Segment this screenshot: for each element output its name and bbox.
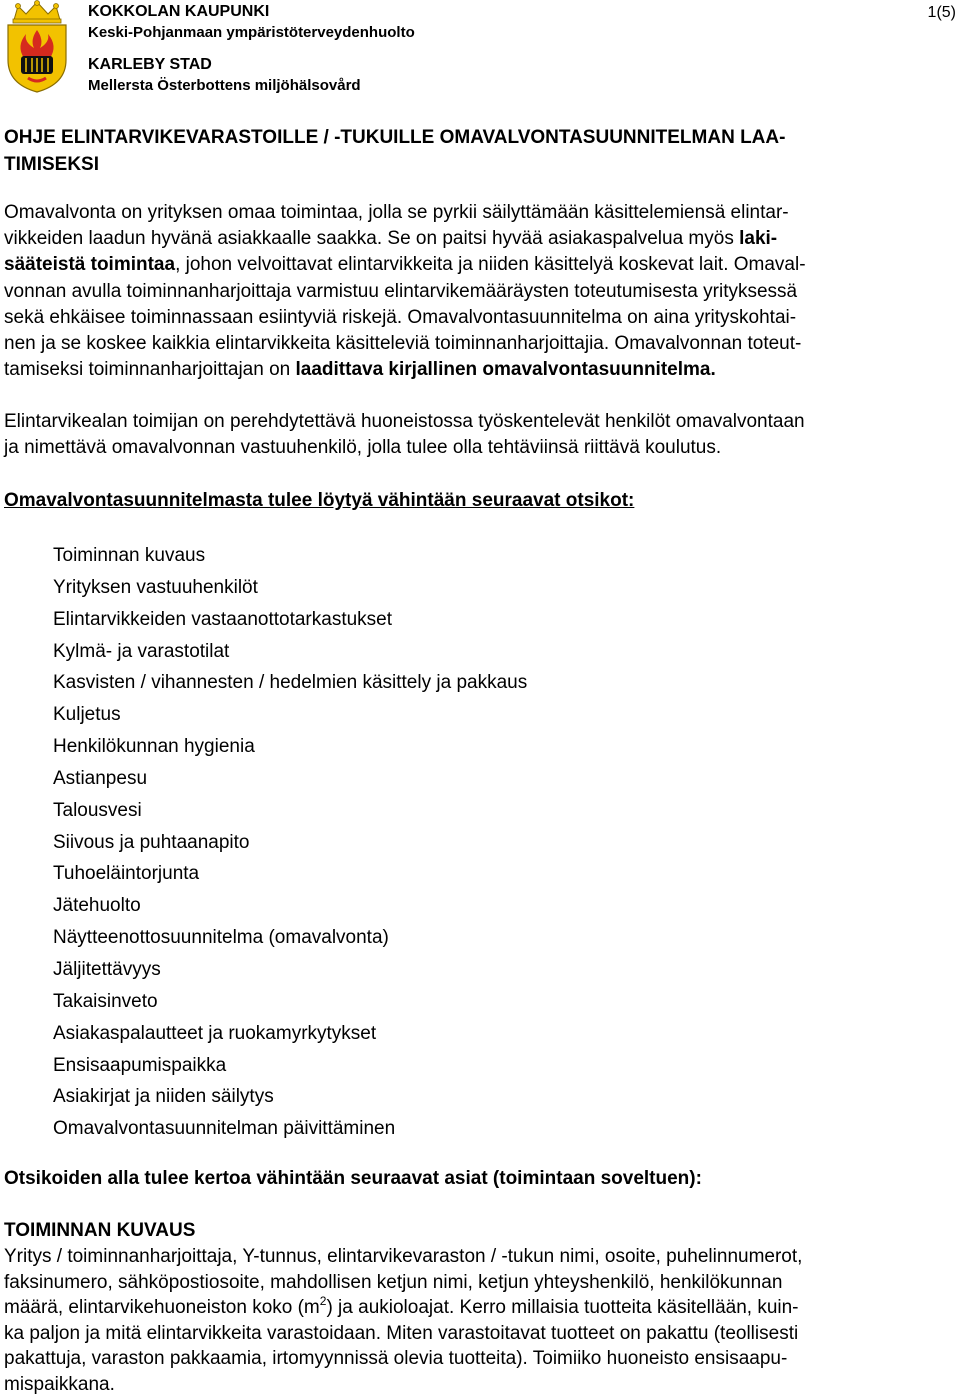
list-item: Asiakirjat ja niiden säilytys <box>53 1086 274 1108</box>
list-item: Henkilökunnan hygienia <box>53 736 255 758</box>
list-item: Ensisaapumispaikka <box>53 1054 227 1076</box>
unit-name-sv: Mellersta Österbottens miljöhälsovård <box>88 77 361 94</box>
page-number: 1(5) <box>927 4 956 21</box>
kokkola-coat-of-arms-icon <box>4 0 70 94</box>
list-item: Elintarvikkeiden vastaanottotarkastukset <box>53 608 393 630</box>
list-item: Jäljitettävyys <box>53 958 161 980</box>
title-line-1: OHJE ELINTARVIKEVARASTOILLE / -TUKUILLE OMAVALVONTASUUNNITELMAN LAA- <box>4 127 786 148</box>
list-item: Yrityksen vastuuhenkilöt <box>53 576 258 598</box>
subheading: Otsikoiden alla tulee kertoa vähintään seuraavat asiat (toimintaan soveltuen): <box>4 1168 702 1189</box>
list-item: Tuhoeläintorjunta <box>53 863 200 885</box>
org-name-sv: KARLEBY STAD <box>88 56 212 73</box>
unit-name-fi: Keski-Pohjanmaan ympäristöterveydenhuolto <box>88 24 415 41</box>
list-item: Kasvisten / vihannesten / hedelmien käsittely ja pakkaus <box>53 672 528 694</box>
required-headings-list <box>53 540 527 1145</box>
list-item: Jätehuolto <box>53 895 141 917</box>
list-item: Näytteenottosuunnitelma (omavalvonta) <box>53 927 389 949</box>
document-title <box>4 124 785 178</box>
headings-intro: Omavalvontasuunnitelmasta tulee löytyä vähintään seuraavat otsikot: <box>4 490 635 511</box>
list-item: Toiminnan kuvaus <box>53 545 206 566</box>
list-item: Astianpesu <box>53 767 148 789</box>
title-line-2: TIMISEKSI <box>4 154 100 175</box>
staff-paragraph: Elintarvikealan toimijan on perehdytettävä huoneistossa työskentelevät henkilöt omavalvontaan ja nimettävä omavalvonnan vastuuhenkilö, jolla tulee olla tehtäviinsä riittävä koulutus. <box>4 411 805 459</box>
list-item: Siivous ja puhtaanapito <box>53 831 250 853</box>
org-name-fi: KOKKOLAN KAUPUNKI <box>88 3 270 20</box>
list-item: Kylmä- ja varastotilat <box>53 640 230 662</box>
list-item: Omavalvontasuunnitelman päivittäminen <box>53 1118 396 1140</box>
list-item: Asiakaspalautteet ja ruokamyrkytykset <box>53 1022 377 1044</box>
list-item: Kuljetus <box>53 704 121 726</box>
section-heading: TOIMINNAN KUVAUS <box>4 1220 196 1241</box>
list-item: Takaisinveto <box>53 990 158 1012</box>
intro-paragraph: Omavalvonta on yrityksen omaa toimintaa, jolla se pyrkii säilyttämään käsittelemiensä elintar- vikkeiden laadun hyvänä asiakkaalle saakka. Se on paitsi hyvää asiakaspalvelua myös laki- sääteistä toimintaa, johon velvoittavat elintarvikkeita ja niiden käsittelyä koskevat lait. Omaval- vonnan avulla toiminnanharjoittaja varmistuu elintarvikemääräysten toteutumisesta yrityksessä sekä ehkäisee toiminnassaan esiintyviä riskejä. Omavalvontasuunnitelma on aina yrityskohtai- nen ja se koskee kaikkia elintarvikkeita käsitteleviä toiminnanharjoittajia. Omavalvonnan toteut- tamiseksi toiminnanharjoittajan on laadittava kirjallinen omavalvontasuunnitelma. <box>4 202 806 381</box>
list-item: Talousvesi <box>53 799 142 821</box>
section-body: Yritys / toiminnanharjoittaja, Y-tunnus, elintarvikevaraston / -tukun nimi, osoite, puhelinnumerot, faksinumero, sähköpostiosoite, mahdollisen ketjun nimi, ketjun yhteyshenkilö, henkilökunnan määrä, elintarvikehuoneiston koko $(m^2)$ ja aukioloajat. Kerro millaisia tuotteita käsitellään, kuin- ka paljon ja mitä elintarvikkeita varastoidaan. Miten varastoitavat tuotteet on pakattu (teollisesti pakattuja, varaston pakkaamia, irtomyynnissä olevia tuotteita). Toimiiko huoneisto ensisaapu- mispaikkana. <box>4 1246 803 1395</box>
